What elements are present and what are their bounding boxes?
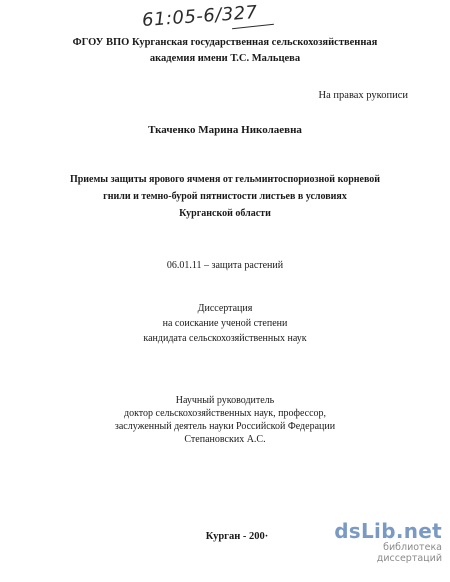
supervisor-line-4: Степановских А.С. [184, 434, 266, 445]
supervisor-line-2: доктор сельскохозяйственных наук, профессор, [123, 408, 327, 419]
dslib-watermark[interactable] [332, 520, 442, 564]
author-name: Ткаченко Марина Николаевна [148, 124, 302, 136]
rights-note: На правах рукописи [318, 90, 408, 101]
supervisor-line-1: Научный руководитель [175, 395, 275, 406]
watermark-logo: dsLib.net [334, 519, 442, 543]
organization-line-2: академия имени Т.С. Мальцева [149, 53, 301, 64]
title-line-3: Курганской области [179, 208, 271, 219]
title-line-2: гнили и темно-бурой пятнистости листьев в условиях [103, 191, 347, 202]
watermark-subtitle: библиотека диссертаций [376, 542, 442, 564]
organization-line-1: ФГОУ ВПО Курганская государственная сельскохозяйственная [72, 37, 378, 48]
degree-line-3: кандидата сельскохозяйственных наук [143, 333, 307, 344]
stamp-underline [232, 24, 274, 29]
title-line-1: Приемы защиты ярового ячменя от гельминтоспориозной корневой [69, 174, 381, 185]
archive-stamp: 61:05-6/327 [141, 1, 259, 32]
degree-line-2: на соискание ученой степени [162, 318, 288, 329]
supervisor-line-3: заслуженный деятель науки Российской Федерации [114, 421, 336, 432]
city-year: Курган - 200· [205, 531, 269, 542]
specialty-code: 06.01.11 – защита растений [166, 260, 284, 271]
degree-line-1: Диссертация [197, 303, 253, 314]
